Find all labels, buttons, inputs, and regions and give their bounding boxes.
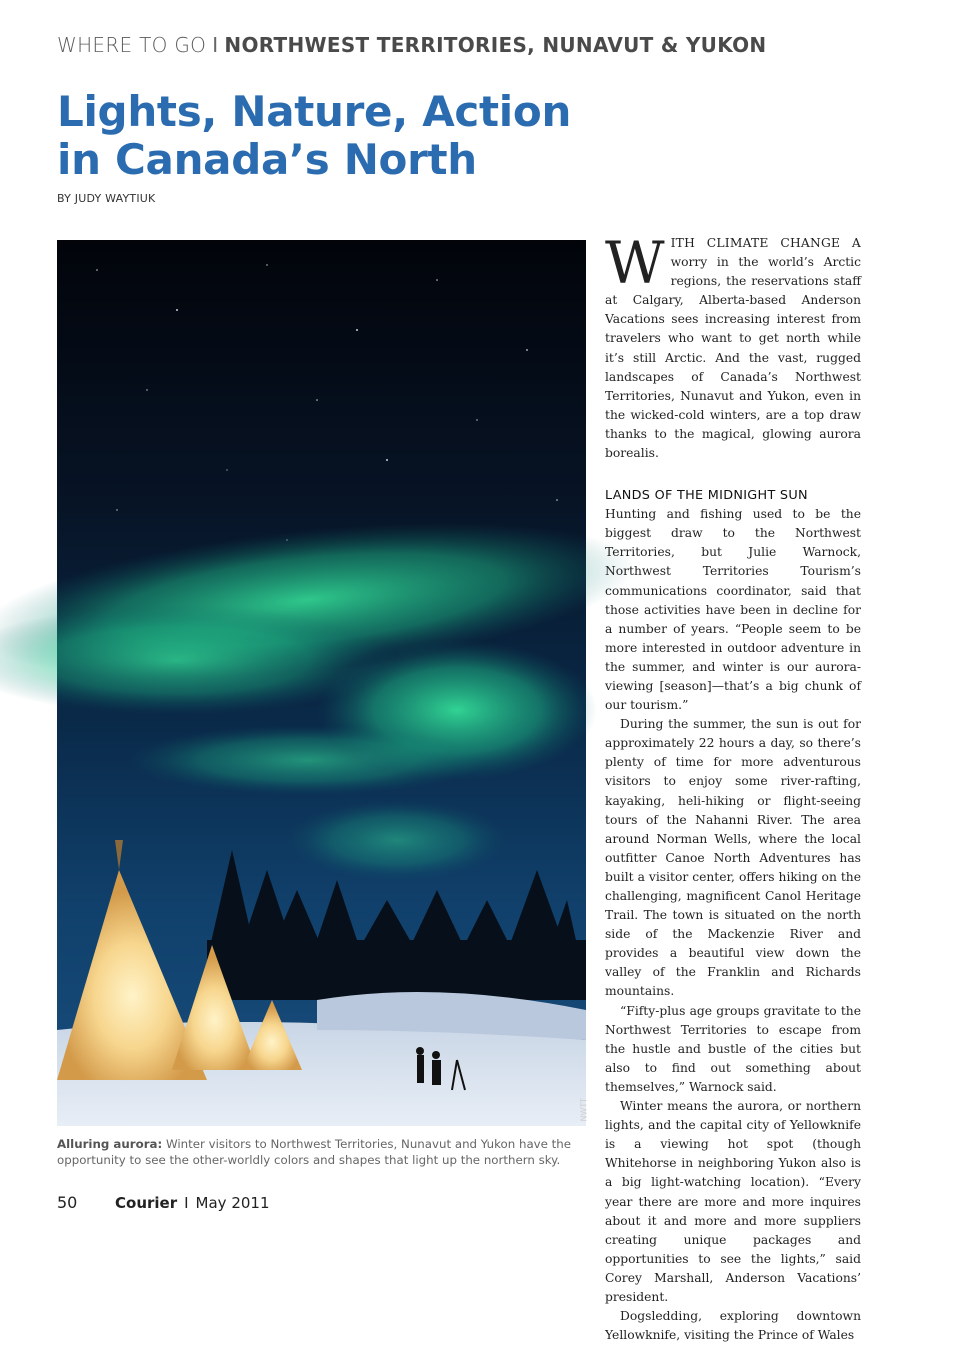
page-footer bbox=[57, 1193, 270, 1212]
header-separator: I bbox=[212, 33, 219, 57]
footer-separator: I bbox=[184, 1194, 189, 1212]
paragraph-3: During the summer, the sun is out for approximately 22 hours a day, so there’s plenty of time for more adventurous visitors to enjoy some river-rafting, kayaking, heli-hiking or flight-seeing tours of the Nahanni River. The area around Norman Wells, where the local outfitter Canoe North Adventures has built a visitor center, offers hiking on the challenging, magnificent Canol Heritage Trail. The town is situated on the north side of the Mackenzie River and provides a beautiful view down the valley of the Franklin and Richards mountains. bbox=[605, 717, 861, 999]
paragraph-1-text: worry in the world’s Arctic regions, the reservations staff at Calgary, Alberta-based Anderson Vacations sees increasing interest from travelers who want to get north while it’s still Arctic. And the vast, rugged landscapes of Canada’s Northwest Territories, Nunavut and Yukon, even in the wicked-cold winters, are a top draw thanks to the magical, glowing aurora borealis. bbox=[605, 255, 861, 461]
photo-caption bbox=[57, 1136, 577, 1168]
issue-date: May 2011 bbox=[195, 1194, 270, 1212]
paragraph-lead bbox=[605, 229, 861, 463]
photo-credit: NWTT bbox=[580, 1098, 589, 1122]
title-line-2: in Canada’s North bbox=[57, 135, 477, 184]
aurora-photo bbox=[57, 240, 589, 1126]
section-label: WHERE TO GO bbox=[57, 33, 207, 57]
magazine-name: Courier bbox=[115, 1194, 178, 1212]
title-line-1: Lights, Nature, Action bbox=[57, 87, 572, 136]
lead-caps: ITH CLIMATE CHANGE A bbox=[670, 236, 861, 250]
section-header bbox=[57, 33, 917, 57]
region-label: NORTHWEST TERRITORIES, NUNAVUT & YUKON bbox=[224, 33, 767, 57]
article-title bbox=[57, 88, 617, 184]
paragraph-2: Hunting and fishing used to be the biggest draw to the Northwest Territories, but Julie Warnock, Northwest Territories Tourism’s communications coordinator, said that those activities have been in decline for a number of years. “People seem to be more interested in outdoor adventure in the summer, and winter is our aurora-viewing [season]—that’s a big chunk of our tourism.” bbox=[605, 507, 861, 713]
caption-text: Winter visitors to Northwest Territories, Nunavut and Yukon have the opportunity to see the other-worldly colors and shapes that light up the northern sky. bbox=[57, 1137, 572, 1167]
caption-lead: Alluring aurora: bbox=[57, 1137, 163, 1151]
aurora-photo-illustration bbox=[57, 240, 586, 1126]
byline: BY JUDY WAYTIUK bbox=[57, 192, 156, 205]
drop-cap: W bbox=[605, 229, 665, 297]
page-number: 50 bbox=[57, 1193, 78, 1212]
paragraph-4: “Fifty-plus age groups gravitate to the Northwest Territories to escape from the hustle and bustle of the cities but also to find out something about themselves,” Warnock said. bbox=[605, 1003, 861, 1094]
paragraph-5: Winter means the aurora, or northern lights, and the capital city of Yellowknife is a viewing hot spot (though Whitehorse in neighboring Yukon also is a big light-watching location). “Every year there are more and more inquires about it and more and more suppliers creating unique packages and opportunities to see the lights,” said Corey Marshall, Anderson Vacations’ president. bbox=[605, 1099, 861, 1304]
paragraph-6: Dogsledding, exploring downtown Yellowknife, visiting the Prince of Wales bbox=[605, 1309, 861, 1343]
article-body bbox=[605, 229, 861, 1345]
subheading: LANDS OF THE MIDNIGHT SUN bbox=[605, 488, 808, 504]
